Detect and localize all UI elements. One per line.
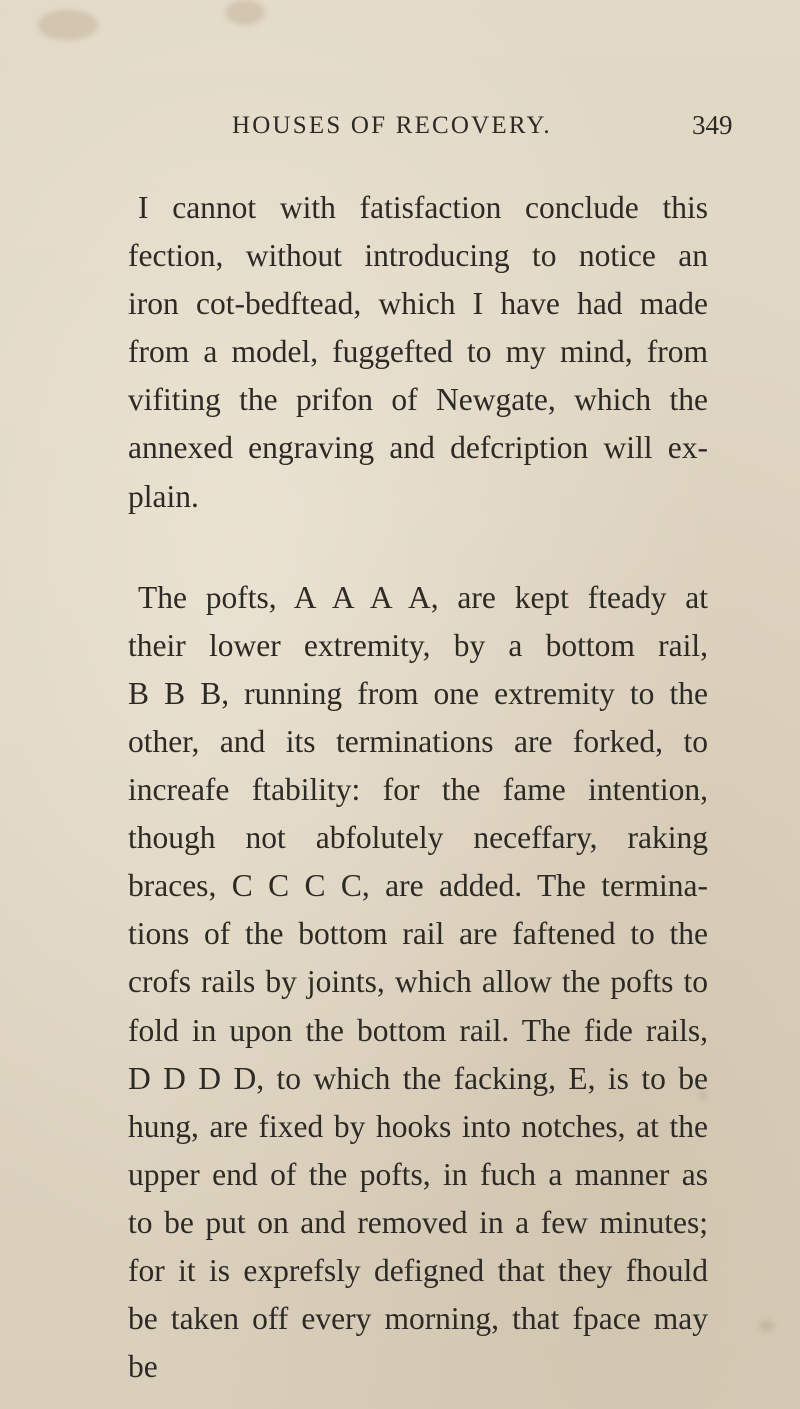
running-head: HOUSES OF RECOVERY. <box>232 112 552 139</box>
paper-stain <box>38 10 98 40</box>
body-text <box>128 184 708 1391</box>
paper-stain <box>760 1320 774 1332</box>
text-line: though not abfolutely neceffary, raking <box>128 820 708 856</box>
catchword: be <box>128 1349 158 1385</box>
text-line: plain. <box>128 478 199 514</box>
text-line: for it is exprefsly defigned that they fhould <box>128 1252 708 1288</box>
text-line: to be put on and removed in a few minutes; <box>128 1204 708 1240</box>
text-line: crofs rails by joints, which allow the pofts to <box>128 964 708 1000</box>
text-line: iron cot-bedftead, which I have had made <box>128 286 708 322</box>
page-number: 349 <box>692 110 733 140</box>
text-line: fection, without introducing to notice an <box>128 238 708 274</box>
paragraph-2 <box>128 574 708 1392</box>
text-line: increafe ftability: for the fame intention, <box>128 772 708 808</box>
text-line: I cannot with fatisfaction conclude this <box>138 190 708 225</box>
text-line: D D D D, to which the facking, E, is to be <box>128 1060 708 1096</box>
text-line: other, and its terminations are forked, to <box>128 723 708 759</box>
text-line: from a model, fuggefted to my mind, from <box>128 334 708 370</box>
text-line: The pofts, A A A A, are kept fteady at <box>138 579 708 615</box>
text-line: be taken off every morning, that fpace may <box>128 1301 708 1337</box>
text-line: braces, C C C C, are added. The termina- <box>128 868 708 904</box>
paragraph-1 <box>128 184 708 521</box>
text-line: annexed engraving and defcription will ex- <box>128 430 708 466</box>
page-header <box>0 112 800 152</box>
text-line: B B B, running from one extremity to the <box>128 675 708 711</box>
text-line: hung, are fixed by hooks into notches, at the <box>128 1108 708 1144</box>
text-line: their lower extremity, by a bottom rail, <box>128 627 708 663</box>
paper-stain <box>225 0 265 25</box>
text-line: fold in upon the bottom rail. The fide rails, <box>128 1012 708 1048</box>
text-line: tions of the bottom rail are faftened to the <box>128 916 708 952</box>
paragraph-gap <box>128 521 708 574</box>
text-line: upper end of the pofts, in fuch a manner as <box>128 1156 708 1192</box>
text-line: vifiting the prifon of Newgate, which the <box>128 382 708 418</box>
